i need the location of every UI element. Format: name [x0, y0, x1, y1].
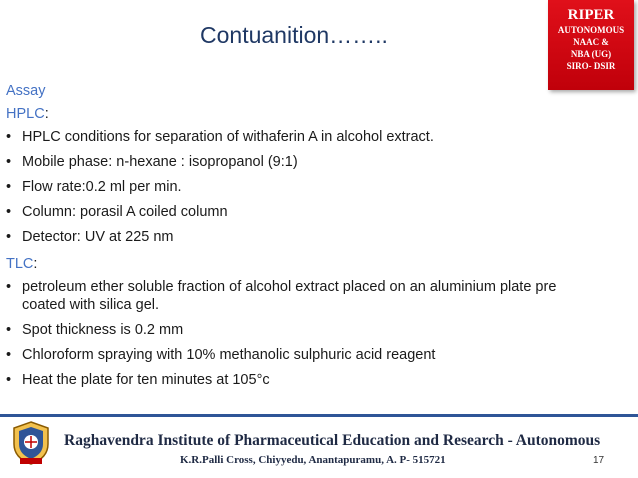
bullet-dot: • [6, 372, 12, 388]
bullet-dot: • [6, 204, 12, 220]
list-item-text: Spot thickness is 0.2 mm [22, 322, 184, 338]
list-item-text: Flow rate:0.2 ml per min. [22, 179, 182, 195]
list-item [6, 128, 626, 146]
tlc-heading [6, 253, 626, 276]
hplc-heading [6, 103, 626, 126]
list-item [6, 321, 626, 339]
list-item-text: Mobile phase: n-hexane : isopropanol (9:1) [22, 154, 298, 170]
bullet-dot: • [6, 129, 12, 145]
hplc-heading-colon: : [44, 106, 49, 122]
list-item-text: petroleum ether soluble fraction of alcohol extract placed on an aluminium plate pre coated with silica gel. [22, 279, 557, 313]
badge-line: SIRO- DSIR [566, 61, 616, 71]
list-item-text: Chloroform spraying with 10% methanolic sulphuric acid reagent [22, 347, 436, 363]
list-item [6, 278, 626, 314]
bullet-dot: • [6, 229, 12, 245]
page-number: 17 [593, 455, 605, 466]
badge-line: NAAC & [573, 37, 609, 47]
institution-logo-icon [10, 420, 52, 466]
list-item-text: Detector: UV at 225 nm [22, 229, 174, 245]
list-item-text: Column: porasil A coiled column [22, 204, 228, 220]
bullet-dot: • [6, 279, 12, 295]
footer-divider [0, 414, 638, 417]
bullet-dot: • [6, 179, 12, 195]
bullet-dot: • [6, 154, 12, 170]
tlc-heading-colon: : [33, 256, 38, 272]
badge-line: NBA (UG) [570, 49, 612, 59]
hplc-heading-label: HPLC [6, 106, 45, 122]
hplc-bullet-list [6, 128, 626, 246]
list-item [6, 371, 626, 389]
bullet-dot: • [6, 347, 12, 363]
slide-content [6, 80, 626, 396]
tlc-heading-label: TLC [6, 256, 34, 272]
institution-name: Raghavendra Institute of Pharmaceutical Education and Research - Autonomous [64, 432, 601, 449]
slide-title: Contuanition…….. [200, 22, 388, 48]
list-item [6, 178, 626, 196]
riper-badge [548, 0, 634, 90]
tlc-bullet-list [6, 278, 626, 389]
list-item-text: HPLC conditions for separation of withaferin A in alcohol extract. [22, 129, 434, 145]
badge-name: RIPER [567, 7, 615, 23]
list-item [6, 203, 626, 221]
list-item [6, 153, 626, 171]
list-item [6, 346, 626, 364]
list-item [6, 228, 626, 246]
bullet-dot: • [6, 322, 12, 338]
list-item-text: Heat the plate for ten minutes at 105°c [22, 372, 270, 388]
institution-address: K.R.Palli Cross, Chiyyedu, Anantapuramu, A. P- 515721 [180, 454, 446, 466]
badge-line: AUTONOMOUS [557, 25, 625, 35]
assay-heading: Assay [6, 83, 46, 99]
